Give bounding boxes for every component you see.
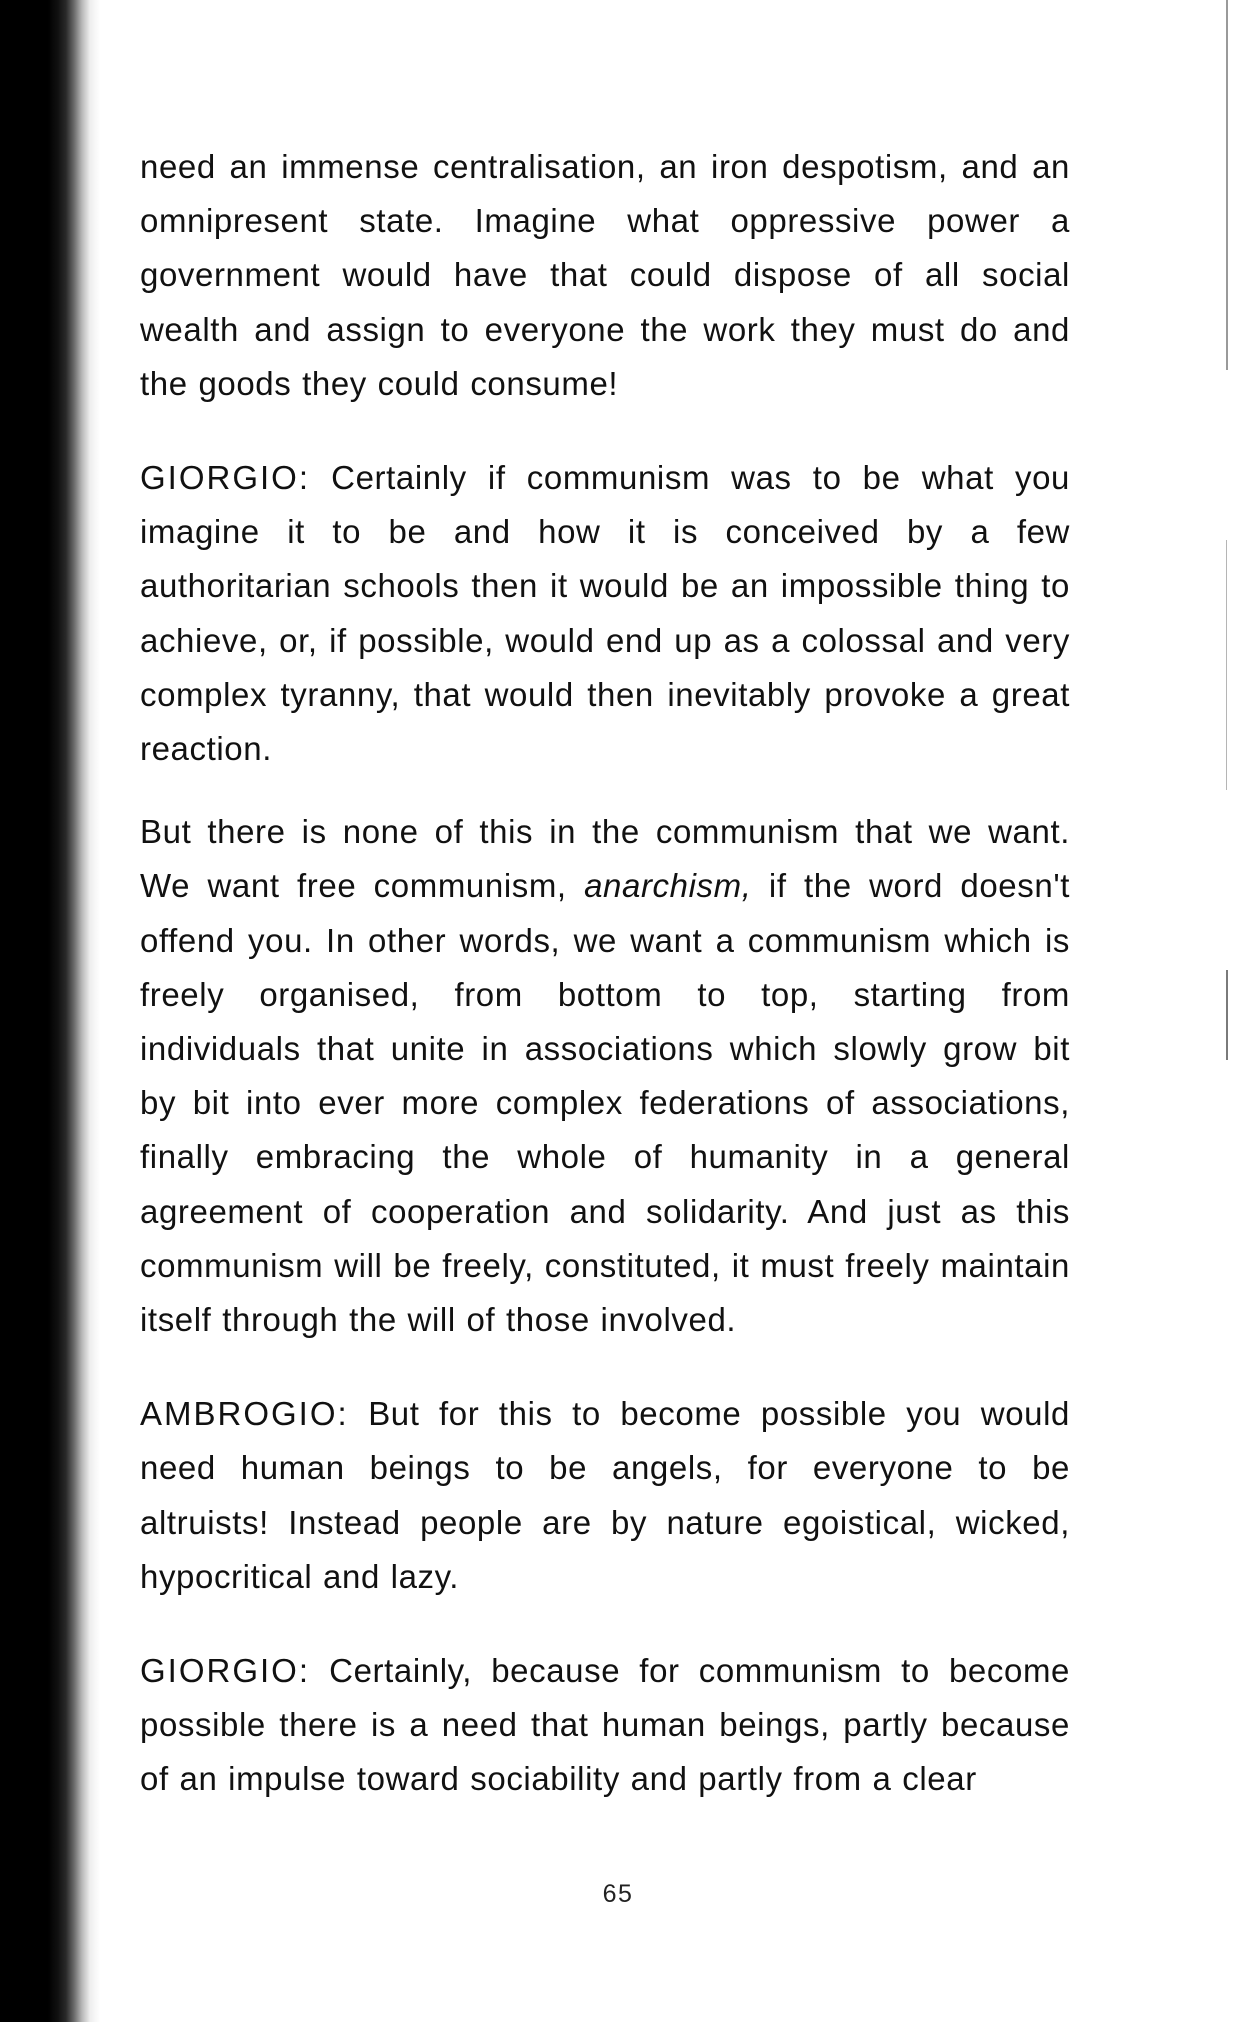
paragraph-text: need an immense centralisation, an iron despotism, and an omnipresent state. Imagine what oppressive power a government would have that could dispose of all social wealth and assign to everyone the work they must do and the goods they could consume! (140, 148, 1070, 402)
paragraph-ambrogio (140, 1387, 1070, 1604)
scan-edge-line (1226, 540, 1227, 790)
speaker-name: GIORGIO: (140, 1652, 311, 1690)
paragraph-text: Certainly if communism was to be what you imagine it to be and how it is conceived by a few authoritarian schools then it would be an impossible thing to achieve, or, if possible, would end up as a colossal and very complex tyranny, that would then inevitably provoke a great reaction. (140, 459, 1070, 768)
speaker-name: GIORGIO: (140, 459, 311, 497)
scan-edge-line (1226, 970, 1228, 1060)
body-text (140, 140, 1070, 1807)
paragraph-text: if the word doesn't offend you. In other words, we want a communism which is freely organised, from bottom to top, starting from individuals that unite in associations which slowly grow bit by bit into ever more complex federations of associations, finally embracing the whole of humanity in a general agreement of cooperation and solidarity. And just as this communism will be freely, constituted, it must freely maintain itself through the will of those involved. (140, 867, 1070, 1339)
paragraph-continuation (140, 140, 1070, 411)
paragraph-free-communism (140, 805, 1070, 1347)
emphasized-word: anarchism, (584, 867, 752, 905)
paragraph-giorgio-2 (140, 1644, 1070, 1807)
scan-edge-line (1226, 0, 1228, 370)
paragraph-text: But there is none of this in the communism that we want. We want free communism, (140, 813, 1070, 905)
paragraph-giorgio-1 (140, 451, 1070, 776)
scan-binding-shadow (0, 0, 100, 2022)
speaker-name: AMBROGIO: (140, 1395, 349, 1433)
paragraph-text: Certainly, because for communism to become possible there is a need that human beings, partly because of an impulse toward sociability and partly from a clear (140, 1652, 1070, 1798)
page-number: 65 (602, 1880, 634, 1908)
paragraph-text: But for this to become possible you would need human beings to be angels, for everyone to be altruists! Instead people are by nature egoistical, wicked, hypocritical and lazy. (140, 1395, 1070, 1595)
